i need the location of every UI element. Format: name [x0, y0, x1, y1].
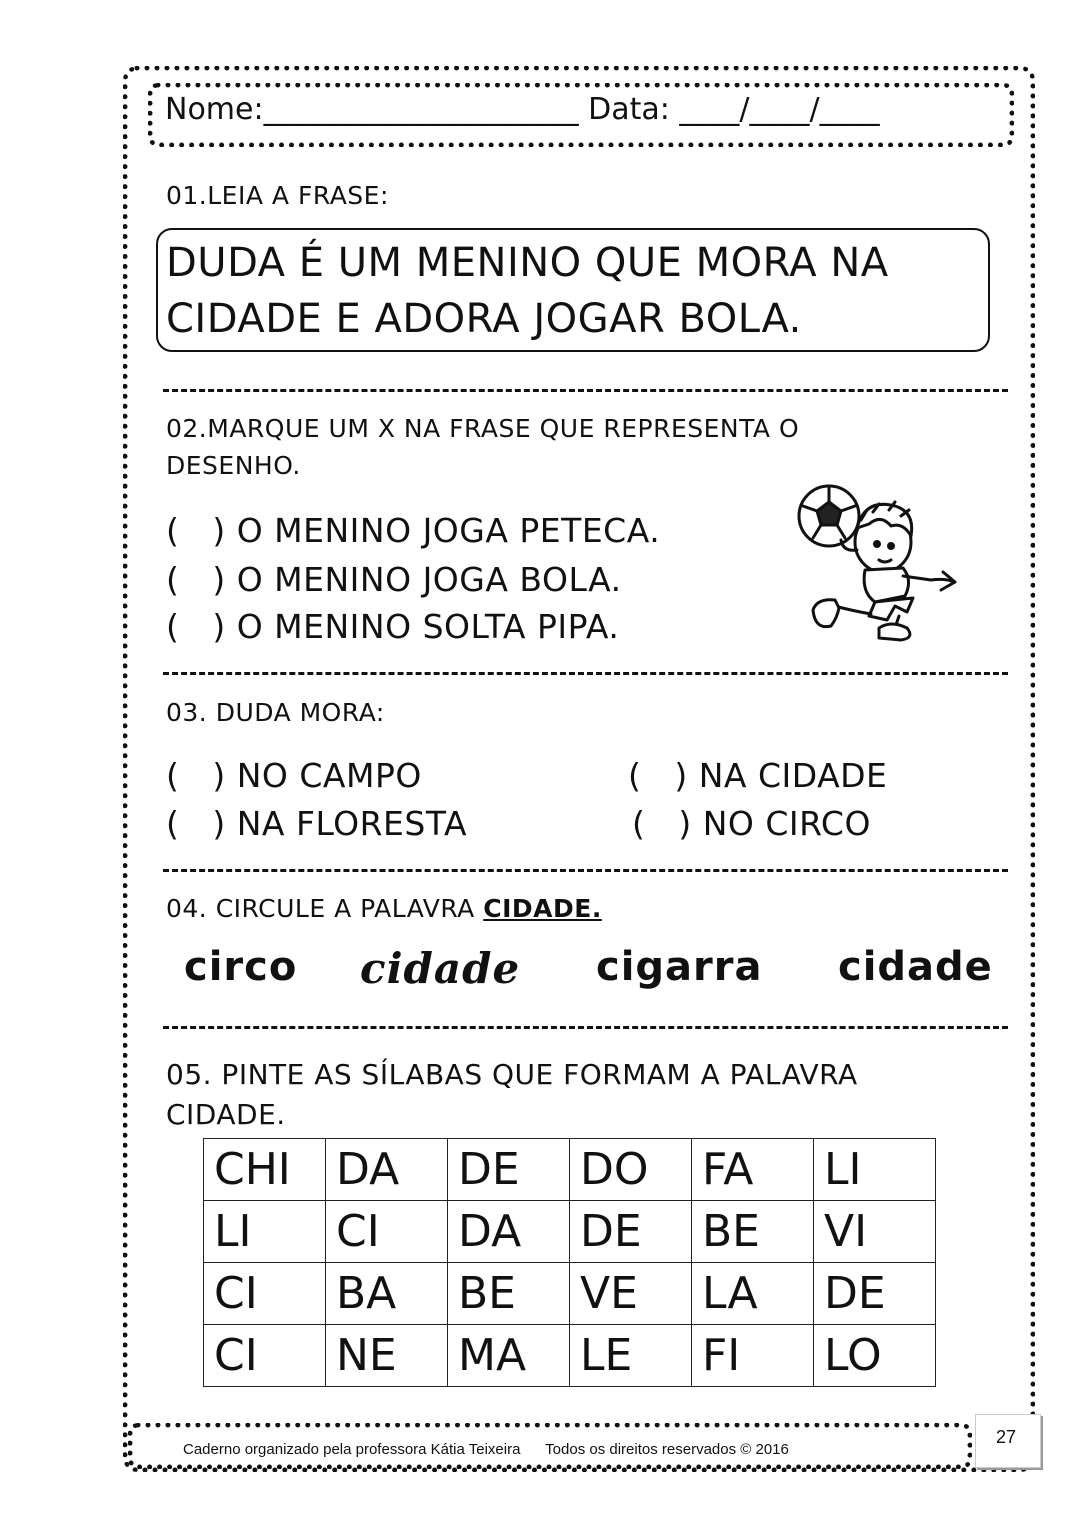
syllable-cell[interactable]: DE	[448, 1139, 570, 1201]
page-number: 27	[996, 1427, 1017, 1447]
syllable-cell[interactable]: FA	[692, 1139, 814, 1201]
syllable-cell[interactable]: DE	[570, 1201, 692, 1263]
word-circo[interactable]: circo	[184, 944, 298, 990]
syllable-cell[interactable]: CI	[204, 1263, 326, 1325]
phrase-line-1: DUDA É UM MENINO QUE MORA NA	[166, 240, 889, 286]
syllable-cell[interactable]: LE	[570, 1325, 692, 1387]
divider	[163, 869, 1008, 872]
syllable-cell[interactable]: LO	[814, 1325, 936, 1387]
syllable-cell[interactable]: CI	[204, 1325, 326, 1387]
word-cidade-cursive[interactable]: cidade	[360, 944, 521, 993]
q3-option-no-campo[interactable]: ( ) NO CAMPO	[166, 756, 422, 795]
syllable-cell[interactable]: BE	[448, 1263, 570, 1325]
syllable-cell[interactable]: FI	[692, 1325, 814, 1387]
q2-title-line-2: DESENHO.	[166, 451, 301, 480]
syllable-cell[interactable]: CI	[326, 1201, 448, 1263]
syllable-cell[interactable]: DO	[570, 1139, 692, 1201]
syllable-row	[204, 1201, 936, 1263]
syllable-cell[interactable]: MA	[448, 1325, 570, 1387]
q2-option-peteca[interactable]: ( ) O MENINO JOGA PETECA.	[166, 511, 661, 550]
boy-playing-ball-illustration	[795, 480, 965, 645]
syllable-row	[204, 1263, 936, 1325]
word-cigarra[interactable]: cigarra	[596, 944, 763, 990]
syllable-cell[interactable]: BE	[692, 1201, 814, 1263]
q3-title: 03. DUDA MORA:	[166, 698, 385, 727]
syllable-row	[204, 1325, 936, 1387]
q4-title-prefix: 04. CIRCULE A PALAVRA	[166, 894, 484, 923]
divider	[163, 1026, 1008, 1029]
q2-title-line-1: 02.MARQUE UM X NA FRASE QUE REPRESENTA O	[166, 414, 800, 443]
syllable-cell[interactable]: DE	[814, 1263, 936, 1325]
syllable-cell[interactable]: CHI	[204, 1139, 326, 1201]
syllable-cell[interactable]: LI	[814, 1139, 936, 1201]
q5-title-line-1: 05. PINTE AS SÍLABAS QUE FORMAM A PALAVRA	[166, 1058, 858, 1091]
word-cidade[interactable]: cidade	[838, 944, 993, 990]
q3-option-na-cidade[interactable]: ( ) NA CIDADE	[628, 756, 888, 795]
syllable-cell[interactable]: LI	[204, 1201, 326, 1263]
syllable-cell[interactable]: LA	[692, 1263, 814, 1325]
syllable-cell[interactable]: NE	[326, 1325, 448, 1387]
q3-option-no-circo[interactable]: ( ) NO CIRCO	[632, 804, 871, 843]
syllable-cell[interactable]: VI	[814, 1201, 936, 1263]
syllable-cell[interactable]: BA	[326, 1263, 448, 1325]
footer-credit: Caderno organizado pela professora Kátia Teixeira Todos os direitos reservados © 2016	[183, 1441, 789, 1458]
divider	[163, 389, 1008, 392]
q1-title: 01.LEIA A FRASE:	[166, 181, 389, 210]
syllable-row	[204, 1139, 936, 1201]
name-date-line[interactable]: Nome:_____________________ Data: ____/____/____	[165, 92, 880, 127]
syllable-cell[interactable]: DA	[326, 1139, 448, 1201]
syllable-cell[interactable]: VE	[570, 1263, 692, 1325]
q3-option-na-floresta[interactable]: ( ) NA FLORESTA	[166, 804, 468, 843]
q2-option-pipa[interactable]: ( ) O MENINO SOLTA PIPA.	[166, 607, 620, 646]
q4-target-word: CIDADE.	[483, 894, 602, 923]
q2-option-bola[interactable]: ( ) O MENINO JOGA BOLA.	[166, 560, 622, 599]
syllable-grid	[203, 1138, 936, 1387]
phrase-line-2: CIDADE E ADORA JOGAR BOLA.	[166, 296, 802, 342]
syllable-cell[interactable]: DA	[448, 1201, 570, 1263]
q4-title	[166, 894, 602, 923]
q5-title-line-2: CIDADE.	[166, 1098, 286, 1131]
divider	[163, 672, 1008, 675]
